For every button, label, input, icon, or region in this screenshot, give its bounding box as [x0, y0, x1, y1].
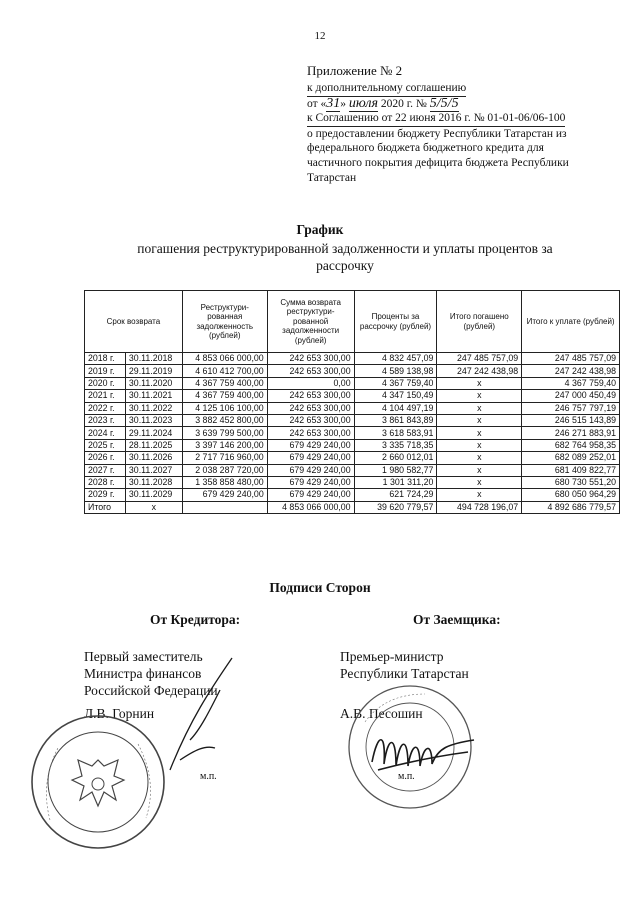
date-month: июля — [348, 95, 379, 111]
date-year: 2020 г. № — [378, 97, 430, 110]
table-row — [85, 377, 620, 389]
cell-restructured-debt: 4 125 106 100,00 — [182, 402, 267, 414]
creditor-signature-scribble — [150, 650, 240, 790]
document-subtitle: погашения реструктурированной задолженности и уплаты процентов за рассрочку — [137, 241, 553, 273]
borrower-position-line: Премьер-министр — [340, 649, 444, 664]
total-cell-interest: 39 620 779,57 — [354, 501, 437, 513]
header-restructured-debt: Реструктури-рованная задолженность (рублей) — [182, 291, 267, 353]
total-cell-year: Итого — [85, 501, 126, 513]
cell-restructured-debt: 4 853 066 000,00 — [182, 353, 267, 365]
document-title: График — [296, 222, 344, 237]
cell-year: 2024 г. — [85, 427, 126, 439]
table-row — [85, 427, 620, 439]
cell-due-date: 30.11.2021 — [125, 390, 182, 402]
cell-interest: 3 618 583,91 — [354, 427, 437, 439]
cell-repayment-amount: 679 429 240,00 — [267, 452, 354, 464]
cell-total-due: 246 757 797,19 — [522, 402, 620, 414]
cell-interest: 621 724,29 — [354, 489, 437, 501]
appendix-line-3: к Соглашению от 22 июня 2016 г. № 01-01-06/06-100 — [307, 111, 565, 127]
cell-repayment-amount: 242 653 300,00 — [267, 365, 354, 377]
cell-year: 2022 г. — [85, 402, 126, 414]
page-number: 12 — [314, 30, 326, 42]
cell-restructured-debt: 3 882 452 800,00 — [182, 414, 267, 426]
date-day: 31 — [326, 95, 341, 111]
borrower-seal-place: м.п. — [398, 771, 415, 782]
borrower-position — [340, 648, 469, 682]
cell-restructured-debt: 3 639 799 500,00 — [182, 427, 267, 439]
cell-due-date: 30.11.2018 — [125, 353, 182, 365]
table-row — [85, 452, 620, 464]
cell-repayment-amount: 242 653 300,00 — [267, 414, 354, 426]
cell-total-due: 680 730 551,20 — [522, 476, 620, 488]
cell-total-repaid: x — [437, 390, 522, 402]
cell-due-date: 29.11.2024 — [125, 427, 182, 439]
cell-total-due: 247 485 757,09 — [522, 353, 620, 365]
cell-repayment-amount: 242 653 300,00 — [267, 353, 354, 365]
cell-year: 2025 г. — [85, 439, 126, 451]
cell-year: 2026 г. — [85, 452, 126, 464]
cell-due-date: 30.11.2022 — [125, 402, 182, 414]
cell-restructured-debt: 4 610 412 700,00 — [182, 365, 267, 377]
cell-year: 2023 г. — [85, 414, 126, 426]
cell-total-due: 247 000 450,49 — [522, 390, 620, 402]
date-number: 5/5/5 — [429, 95, 459, 111]
cell-due-date: 29.11.2019 — [125, 365, 182, 377]
cell-total-repaid: x — [437, 439, 522, 451]
cell-due-date: 30.11.2026 — [125, 452, 182, 464]
cell-restructured-debt: 4 367 759 400,00 — [182, 390, 267, 402]
cell-interest: 1 980 582,77 — [354, 464, 437, 476]
cell-year: 2027 г. — [85, 464, 126, 476]
cell-total-repaid: x — [437, 452, 522, 464]
cell-total-repaid: x — [437, 402, 522, 414]
header-total-due: Итого к уплате (рублей) — [522, 291, 620, 353]
header-total-repaid: Итого погашено (рублей) — [437, 291, 522, 353]
cell-total-due: 682 764 958,35 — [522, 439, 620, 451]
creditor-seal-stamp — [28, 712, 168, 852]
cell-total-due: 247 242 438,98 — [522, 365, 620, 377]
cell-total-repaid: x — [437, 489, 522, 501]
header-repayment-amount: Сумма возврата реструктури-рованной задолженности (рублей) — [267, 291, 354, 353]
cell-interest: 4 589 138,98 — [354, 365, 437, 377]
table-row — [85, 390, 620, 402]
date-prefix: от « — [307, 97, 327, 110]
cell-interest: 3 335 718,35 — [354, 439, 437, 451]
total-cell-repayment-amount: 4 853 066 000,00 — [267, 501, 354, 513]
cell-interest: 3 861 843,89 — [354, 414, 437, 426]
table-body — [85, 353, 620, 514]
cell-total-repaid: x — [437, 414, 522, 426]
borrower-position-line: Республики Татарстан — [340, 666, 469, 681]
cell-repayment-amount: 679 429 240,00 — [267, 439, 354, 451]
cell-due-date: 30.11.2023 — [125, 414, 182, 426]
cell-total-repaid: x — [437, 464, 522, 476]
cell-interest: 1 301 311,20 — [354, 476, 437, 488]
cell-year: 2029 г. — [85, 489, 126, 501]
cell-due-date: 28.11.2025 — [125, 439, 182, 451]
cell-restructured-debt: 1 358 858 480,00 — [182, 476, 267, 488]
borrower-signature-scribble — [368, 722, 478, 782]
cell-due-date: 30.11.2020 — [125, 377, 182, 389]
cell-restructured-debt: 2 717 716 960,00 — [182, 452, 267, 464]
cell-year: 2021 г. — [85, 390, 126, 402]
table-row — [85, 439, 620, 451]
cell-due-date: 30.11.2029 — [125, 489, 182, 501]
table-row — [85, 402, 620, 414]
total-cell-restructured-debt — [182, 501, 267, 513]
creditor-signatory-name: Л.В. Горнин — [84, 706, 155, 721]
total-cell-total-due: 4 892 686 779,57 — [522, 501, 620, 513]
cell-repayment-amount: 242 653 300,00 — [267, 390, 354, 402]
cell-repayment-amount: 242 653 300,00 — [267, 427, 354, 439]
cell-repayment-amount: 0,00 — [267, 377, 354, 389]
cell-year: 2019 г. — [85, 365, 126, 377]
table-row — [85, 489, 620, 501]
cell-due-date: 30.11.2028 — [125, 476, 182, 488]
cell-interest: 4 367 759,40 — [354, 377, 437, 389]
cell-restructured-debt: 2 038 287 720,00 — [182, 464, 267, 476]
cell-due-date: 30.11.2027 — [125, 464, 182, 476]
cell-total-due: 681 409 822,77 — [522, 464, 620, 476]
cell-total-due: 680 050 964,29 — [522, 489, 620, 501]
cell-total-due: 246 271 883,91 — [522, 427, 620, 439]
creditor-position-line: Первый заместитель — [84, 649, 203, 664]
appendix-title: Приложение № 2 — [307, 63, 403, 78]
cell-total-due: 682 089 252,01 — [522, 452, 620, 464]
table-row — [85, 476, 620, 488]
cell-total-repaid: x — [437, 377, 522, 389]
appendix-line-5: федерального бюджета бюджетного кредита для — [307, 142, 544, 155]
header-due-date: Срок возврата — [85, 291, 183, 353]
cell-repayment-amount: 679 429 240,00 — [267, 464, 354, 476]
creditor-position-line: Российской Федерации — [84, 683, 218, 698]
cell-repayment-amount: 679 429 240,00 — [267, 476, 354, 488]
borrower-label: От Заемщика: — [413, 612, 501, 627]
cell-total-due: 4 367 759,40 — [522, 377, 620, 389]
creditor-seal-place: м.п. — [200, 771, 217, 782]
cell-restructured-debt: 3 397 146 200,00 — [182, 439, 267, 451]
date-mid: » — [340, 97, 349, 110]
cell-interest: 4 832 457,09 — [354, 353, 437, 365]
table-row — [85, 464, 620, 476]
table-row — [85, 365, 620, 377]
total-cell-total-repaid: 494 728 196,07 — [437, 501, 522, 513]
cell-year: 2020 г. — [85, 377, 126, 389]
appendix-date-line — [307, 97, 617, 112]
table-row — [85, 414, 620, 426]
signatures-heading: Подписи Сторон — [269, 580, 371, 595]
cell-repayment-amount: 679 429 240,00 — [267, 489, 354, 501]
cell-total-repaid: x — [437, 427, 522, 439]
cell-year: 2018 г. — [85, 353, 126, 365]
cell-interest: 4 347 150,49 — [354, 390, 437, 402]
table-row — [85, 353, 620, 365]
cell-interest: 2 660 012,01 — [354, 452, 437, 464]
table-header-row — [85, 291, 620, 353]
repayment-schedule-table — [84, 290, 620, 514]
creditor-position-line: Министра финансов — [84, 666, 202, 681]
cell-restructured-debt: 679 429 240,00 — [182, 489, 267, 501]
appendix-line-7: Татарстан — [307, 171, 357, 184]
cell-total-repaid: 247 485 757,09 — [437, 353, 522, 365]
appendix-header — [307, 62, 617, 185]
total-cell-due-date: x — [125, 501, 182, 513]
header-interest: Проценты за рассрочку (рублей) — [354, 291, 437, 353]
cell-interest: 4 104 497,19 — [354, 402, 437, 414]
cell-year: 2028 г. — [85, 476, 126, 488]
creditor-label: От Кредитора: — [150, 612, 241, 627]
appendix-line-6: частичного покрытия дефицита бюджета Республики — [307, 156, 569, 169]
cell-total-due: 246 515 143,89 — [522, 414, 620, 426]
appendix-line-1: к дополнительному соглашению — [307, 81, 466, 97]
borrower-signatory-name: А.В. Песошин — [340, 706, 423, 721]
cell-total-repaid: 247 242 438,98 — [437, 365, 522, 377]
cell-total-repaid: x — [437, 476, 522, 488]
cell-restructured-debt: 4 367 759 400,00 — [182, 377, 267, 389]
cell-repayment-amount: 242 653 300,00 — [267, 402, 354, 414]
appendix-line-4: о предоставлении бюджету Республики Татарстан из — [307, 127, 567, 140]
table-total-row — [85, 501, 620, 513]
